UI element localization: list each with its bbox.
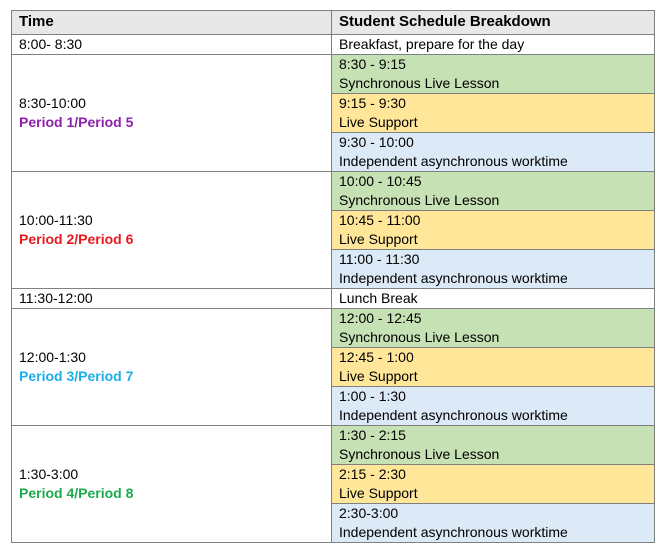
lunch-activity: Lunch Break bbox=[332, 289, 655, 309]
block3-time-cell bbox=[12, 309, 332, 426]
slot-time: 9:15 - 9:30 bbox=[339, 95, 406, 111]
block2-row bbox=[12, 172, 655, 211]
block2-support-slot bbox=[332, 211, 655, 250]
block2-time: 10:00-11:30 bbox=[19, 212, 93, 228]
slot-label: Synchronous Live Lesson bbox=[339, 329, 500, 345]
block1-independent-slot bbox=[332, 133, 655, 172]
time-header: Time bbox=[12, 11, 332, 35]
block1-period: Period 1/Period 5 bbox=[19, 114, 134, 130]
block4-support-slot bbox=[332, 465, 655, 504]
block1-time-cell bbox=[12, 55, 332, 172]
breakdown-header: Student Schedule Breakdown bbox=[332, 11, 655, 35]
block4-time: 1:30-3:00 bbox=[19, 466, 79, 482]
block1-synchronous-slot bbox=[332, 55, 655, 94]
breakfast-time: 8:00- 8:30 bbox=[12, 35, 332, 55]
block3-time: 12:00-1:30 bbox=[19, 349, 86, 365]
slot-time: 12:00 - 12:45 bbox=[339, 310, 422, 326]
slot-label: Live Support bbox=[339, 231, 418, 247]
page-border-stub bbox=[11, 532, 12, 543]
slot-time: 12:45 - 1:00 bbox=[339, 349, 414, 365]
block3-row bbox=[12, 309, 655, 348]
slot-time: 10:45 - 11:00 bbox=[339, 212, 421, 228]
header-row bbox=[12, 11, 655, 35]
block4-row bbox=[12, 426, 655, 465]
slot-label: Live Support bbox=[339, 368, 418, 384]
slot-time: 8:30 - 9:15 bbox=[339, 56, 406, 72]
slot-time: 11:00 - 11:30 bbox=[339, 251, 420, 267]
block4-synchronous-slot bbox=[332, 426, 655, 465]
block3-independent-slot bbox=[332, 387, 655, 426]
block3-period: Period 3/Period 7 bbox=[19, 368, 134, 384]
slot-time: 2:15 - 2:30 bbox=[339, 466, 406, 482]
block1-row bbox=[12, 55, 655, 94]
block3-synchronous-slot bbox=[332, 309, 655, 348]
slot-label: Independent asynchronous worktime bbox=[339, 407, 568, 423]
slot-label: Live Support bbox=[339, 485, 418, 501]
block4-time-cell bbox=[12, 426, 332, 543]
lunch-row bbox=[12, 289, 655, 309]
block2-synchronous-slot bbox=[332, 172, 655, 211]
slot-time: 2:30-3:00 bbox=[339, 505, 399, 521]
block3-support-slot bbox=[332, 348, 655, 387]
breakfast-row bbox=[12, 35, 655, 55]
lunch-time: 11:30-12:00 bbox=[12, 289, 332, 309]
block4-independent-slot bbox=[332, 504, 655, 543]
slot-label: Independent asynchronous worktime bbox=[339, 524, 568, 540]
slot-time: 10:00 - 10:45 bbox=[339, 173, 422, 189]
block2-time-cell bbox=[12, 172, 332, 289]
schedule-table bbox=[11, 10, 655, 543]
slot-label: Synchronous Live Lesson bbox=[339, 446, 500, 462]
block2-independent-slot bbox=[332, 250, 655, 289]
slot-time: 1:00 - 1:30 bbox=[339, 388, 406, 404]
slot-label: Independent asynchronous worktime bbox=[339, 153, 568, 169]
block4-period: Period 4/Period 8 bbox=[19, 485, 134, 501]
breakfast-activity: Breakfast, prepare for the day bbox=[332, 35, 655, 55]
slot-label: Synchronous Live Lesson bbox=[339, 75, 500, 91]
block1-support-slot bbox=[332, 94, 655, 133]
slot-time: 9:30 - 10:00 bbox=[339, 134, 414, 150]
block1-time: 8:30-10:00 bbox=[19, 95, 86, 111]
slot-label: Live Support bbox=[339, 114, 418, 130]
block2-period: Period 2/Period 6 bbox=[19, 231, 134, 247]
slot-label: Synchronous Live Lesson bbox=[339, 192, 500, 208]
slot-time: 1:30 - 2:15 bbox=[339, 427, 406, 443]
slot-label: Independent asynchronous worktime bbox=[339, 270, 568, 286]
